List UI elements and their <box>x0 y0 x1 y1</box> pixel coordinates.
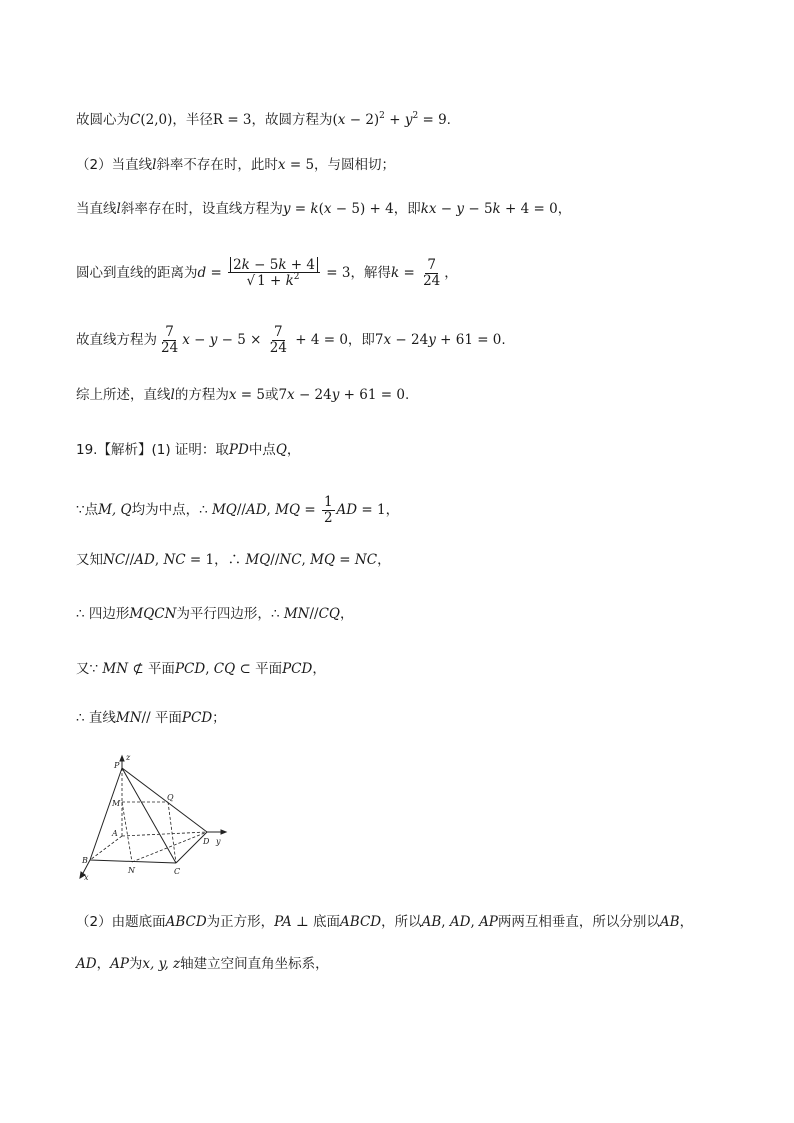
text: 直线 <box>88 710 116 726</box>
problem-19-heading <box>76 440 300 460</box>
text: ，即 <box>393 201 421 217</box>
text: 的方程为 <box>174 387 229 403</box>
math: kx − y − 5k + 4 = 0 <box>420 201 558 217</box>
label-p: P <box>114 761 120 770</box>
label-b: B <box>82 856 88 865</box>
text: 又 <box>76 661 90 677</box>
text: . <box>446 112 451 128</box>
therefore-symbol: ∴ <box>76 606 89 622</box>
math: PD <box>228 442 249 458</box>
math: M, Q <box>98 502 132 518</box>
solution-part-2-cont <box>76 954 329 974</box>
text: ， <box>339 606 354 622</box>
label-n: N <box>128 866 135 875</box>
math: l <box>152 157 157 173</box>
math: R = 3 <box>212 112 252 128</box>
math: ∵ MN ⊄ <box>89 661 148 677</box>
solution-line-nc <box>76 550 391 570</box>
text: 故直线方程为 <box>76 332 157 348</box>
math: d = <box>197 265 227 281</box>
text: ，即 <box>347 332 375 348</box>
math: ABCD <box>340 914 382 930</box>
because-symbol: ∵ <box>76 502 85 518</box>
math: C <box>130 112 141 128</box>
pyramid-figure <box>76 752 236 882</box>
math: PA ⊥ <box>274 914 314 930</box>
text: （2）当直线 <box>76 157 153 173</box>
math: AD = 1 <box>336 502 386 518</box>
text: 轴建立空间直角坐标系， <box>180 956 329 972</box>
fraction: $\frac{1}{2}$ <box>323 494 333 526</box>
math: x, y, z <box>142 956 181 972</box>
math: ABCD <box>165 914 207 930</box>
label-y: y <box>216 837 221 846</box>
text: 两两互相垂直，所以分别以 <box>497 914 660 930</box>
math: AP <box>110 956 129 972</box>
math: PCD, CQ ⊂ <box>174 661 256 677</box>
text: 中点 <box>248 442 276 458</box>
label-z: z <box>126 753 131 762</box>
fraction: $\frac{7}{24}$ <box>423 257 441 289</box>
math: NC//AD, NC = 1，∴ MQ//NC, MQ = NC <box>103 552 378 568</box>
text: 为 <box>128 956 143 972</box>
math: ∴ MQ//AD, MQ = <box>199 502 320 518</box>
math: 7x − 24y + 61 = 0 <box>374 332 502 348</box>
text: 平面 <box>154 710 182 726</box>
solution-line-conclusion-1 <box>76 708 226 728</box>
text: 综上所述，直线 <box>76 387 171 403</box>
text: ，与圆相切； <box>314 157 396 173</box>
label-c: C <box>174 867 181 876</box>
label-m: M <box>112 799 121 808</box>
text: 或 <box>264 387 279 403</box>
edge-pb <box>90 768 122 860</box>
text: . <box>501 332 506 348</box>
math: l <box>116 201 121 217</box>
y-arrow <box>221 830 226 834</box>
edge-ad <box>122 832 207 836</box>
solution-line-center-radius <box>76 106 451 130</box>
label-x: x <box>84 873 89 882</box>
solution-line-distance <box>76 253 458 293</box>
solution-line-equation <box>76 320 506 360</box>
math: (2,0) <box>140 112 173 128</box>
text: 四边形 <box>88 606 130 622</box>
text: 点 <box>84 502 99 518</box>
text: ， <box>385 502 400 518</box>
math: Q <box>275 442 287 458</box>
solution-part-2 <box>76 912 693 932</box>
text: ， <box>286 442 301 458</box>
math: $(x - 2)^2 + y^2 = 9$ <box>332 111 447 128</box>
math: y = k(x − 5) + 4 <box>282 201 394 217</box>
math: MQCN <box>129 606 177 622</box>
text: 19.【解析】(1) 证明：取 <box>76 442 229 458</box>
text: ， <box>312 661 326 677</box>
math: + 4 = 0 <box>290 332 348 348</box>
solution-line-conclusion <box>76 385 409 405</box>
label-d: D <box>203 837 210 846</box>
segment-nd <box>132 832 207 862</box>
text: . <box>404 387 410 403</box>
fraction: $\frac{7}{24}$ <box>269 324 287 356</box>
math: PCD <box>282 661 313 677</box>
math: MN// <box>115 710 155 726</box>
math: x − y − 5 × <box>182 332 266 348</box>
solution-line-no-slope <box>76 155 395 175</box>
math: k = <box>390 265 420 281</box>
math: PCD <box>181 710 213 726</box>
fraction: $\frac{2k - 5k + 4}{√ 1 + k^2}$ <box>228 258 320 288</box>
solution-line-plane <box>76 659 326 679</box>
math: x = 5 <box>277 157 315 173</box>
solution-line-slope-exists <box>76 199 571 219</box>
text: ； <box>212 710 226 726</box>
text: ，故圆方程为 <box>251 112 333 128</box>
math: AD <box>76 956 97 972</box>
fraction: $\frac{7}{24}$ <box>161 324 179 356</box>
text: 底面 <box>313 914 341 930</box>
solution-line-midpoints <box>76 490 399 530</box>
text: 平面 <box>255 661 283 677</box>
text: 当直线 <box>76 201 117 217</box>
text: 斜率存在时，设直线方程为 <box>120 201 283 217</box>
text: ， <box>377 552 391 568</box>
text: 斜率不存在时，此时 <box>156 157 278 173</box>
math: AB <box>659 914 680 930</box>
text: 圆心到直线的距离为 <box>76 265 198 281</box>
math: l <box>170 387 175 403</box>
segment-mn <box>122 802 132 862</box>
text: ， <box>679 914 694 930</box>
therefore-symbol: ∴ <box>76 710 89 726</box>
text: （2）由题底面 <box>76 914 166 930</box>
math: 7x − 24y + 61 = 0 <box>278 387 405 403</box>
text: 又知 <box>76 552 103 568</box>
text: ，解得 <box>350 265 391 281</box>
text: 均为中点， <box>131 502 200 518</box>
z-arrow <box>120 756 124 761</box>
text: 为正方形， <box>206 914 275 930</box>
segment-qc <box>168 802 176 863</box>
label-q: Q <box>167 793 174 802</box>
edge-pd <box>122 768 207 832</box>
text: 为平行四边形， <box>176 606 271 622</box>
text: ， <box>96 956 111 972</box>
text: ， <box>557 201 572 217</box>
text: 平面 <box>147 661 175 677</box>
label-a: A <box>112 829 118 838</box>
math: = 3 <box>322 265 351 281</box>
edge-ab <box>90 836 122 860</box>
text: 故圆心为 <box>76 112 130 128</box>
math: AB, AD, AP <box>421 914 498 930</box>
text: ，所以 <box>381 914 422 930</box>
text: ， <box>444 265 458 281</box>
text: ，半径 <box>172 112 213 128</box>
math: x = 5 <box>228 387 265 403</box>
solution-line-parallelogram <box>76 604 353 624</box>
math: ∴ MN//CQ <box>270 606 340 622</box>
